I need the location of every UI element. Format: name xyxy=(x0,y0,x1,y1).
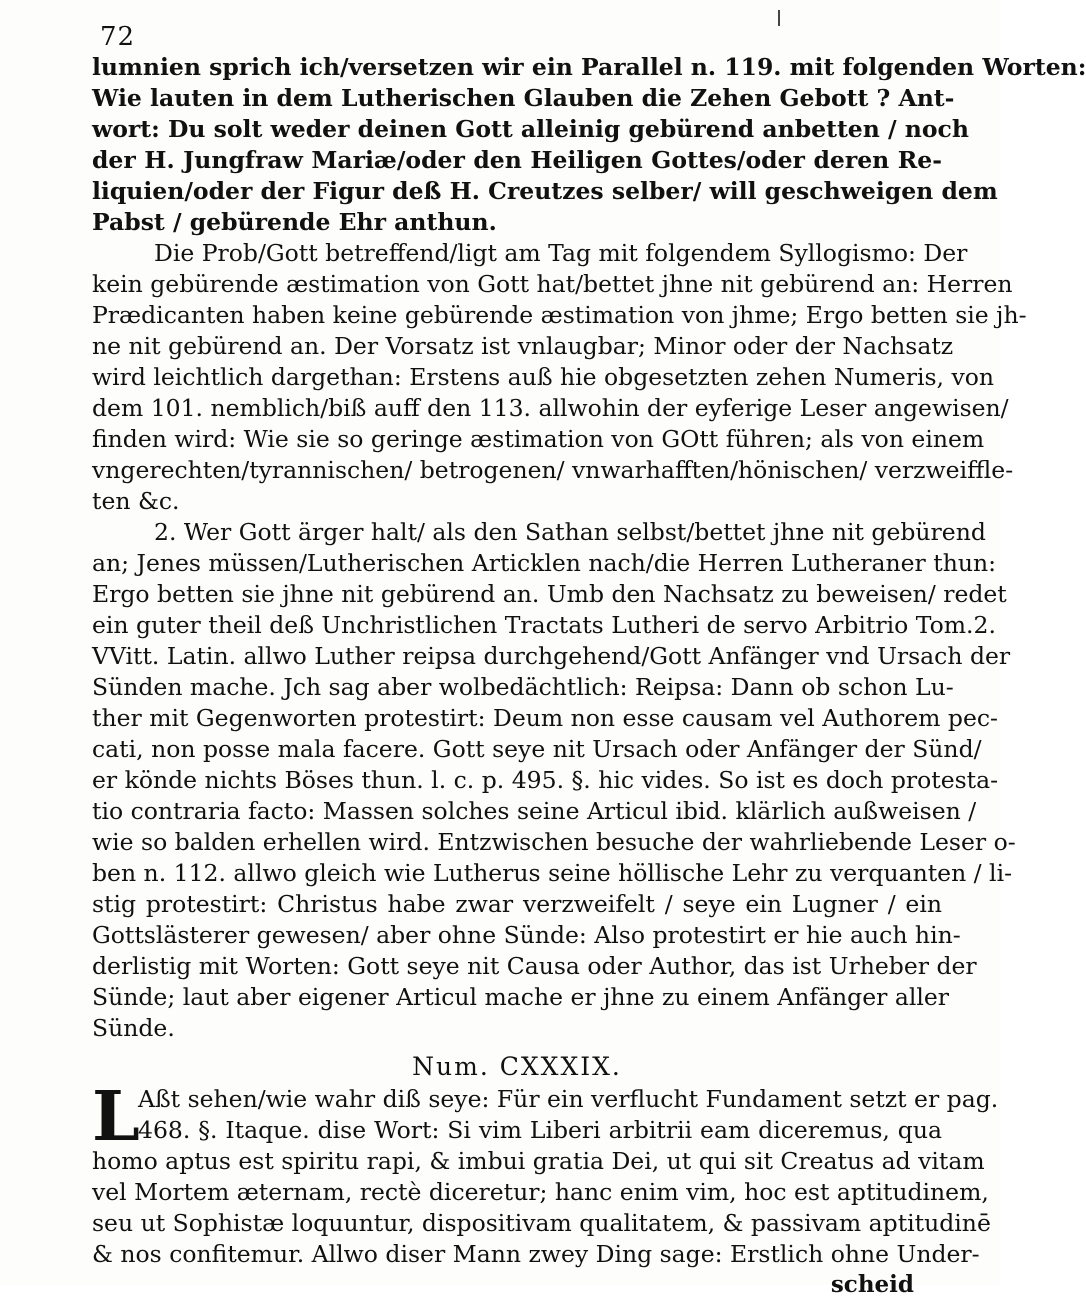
text-line: Prædicanten haben keine gebürende æstimation von jhme; Ergo betten sie jh- xyxy=(92,301,1027,329)
text-line: vel Mortem æternam, rectè diceretur; hanc enim vim, hoc est aptitudinem, xyxy=(92,1178,989,1206)
text-line: Ergo betten sie jhne nit gebürend an. Umb den Nachsatz zu beweisen/ redet xyxy=(92,580,1007,608)
text-line: der H. Jungfraw Mariæ/oder den Heiligen Gottes/oder deren Re- xyxy=(92,146,942,174)
text-line: tio contraria facto: Massen solches seine Articul ibid. klärlich außweisen / xyxy=(92,797,977,825)
text-line: seu ut Sophistæ loquuntur, dispositivam qualitatem, & passivam aptitudinē xyxy=(92,1209,991,1237)
text-line: ein guter theil deß Unchristlichen Tractats Lutheri de servo Arbitrio Tom.2. xyxy=(92,611,996,639)
text-line: derlistig mit Worten: Gott seye nit Causa oder Author, das ist Urheber der xyxy=(92,952,977,980)
text-line: ne nit gebürend an. Der Vorsatz ist vnlaugbar; Minor oder der Nachsatz xyxy=(92,332,954,360)
drop-cap-initial: L xyxy=(92,1077,140,1157)
text-line: ther mit Gegenworten protestirt: Deum non esse causam vel Authorem pec- xyxy=(92,704,998,732)
text-line: finden wird: Wie sie so geringe æstimation von GOtt führen; als von einem xyxy=(92,425,985,453)
text-line: stig protestirt: Christus habe zwar verzweifelt / seye ein Lugner / ein xyxy=(92,890,942,918)
drop-cap-lines xyxy=(92,1084,999,1146)
text-line: Aßt sehen/wie wahr diß seye: Für ein verflucht Fundament setzt er pag. xyxy=(138,1085,999,1113)
catchword: scheid xyxy=(830,1271,914,1298)
syllogism-paragraph xyxy=(92,238,1027,517)
text-line: lumnien sprich ich/versetzen wir ein Parallel n. 119. mit folgenden Worten: xyxy=(92,53,1086,81)
print-mark xyxy=(778,10,780,26)
text-line: Sünde. xyxy=(92,1014,175,1042)
text-line: Wie lauten in dem Lutherischen Glauben die Zehen Gebott ? Ant- xyxy=(92,84,955,112)
text-line: Sünde; laut aber eigener Articul mache er jhne zu einem Anfänger aller xyxy=(92,983,950,1011)
text-line: vngerechten/tyrannischen/ betrogenen/ vnwarhafften/hönischen/ verzweiffle- xyxy=(92,456,1014,484)
text-line: 2. Wer Gott ärger halt/ als den Sathan selbst/bettet jhne nit gebürend xyxy=(154,518,986,546)
opening-paragraph xyxy=(92,52,1086,238)
text-line: VVitt. Latin. allwo Luther reipsa durchgehend/Gott Anfänger vnd Ursach der xyxy=(92,642,1011,670)
section-heading: Num. CXXXIX. xyxy=(412,1052,622,1081)
text-line: kein gebürende æstimation von Gott hat/bettet jhne nit gebürend an: Herren xyxy=(92,270,1013,298)
text-line: an; Jenes müssen/Lutherischen Articklen nach/die Herren Lutheraner thun: xyxy=(92,549,997,577)
text-line: Sünden mache. Jch sag aber wolbedächtlich: Reipsa: Dann ob schon Lu- xyxy=(92,673,954,701)
text-line: ben n. 112. allwo gleich wie Lutherus seine höllische Lehr zu verquanten / li- xyxy=(92,859,1013,887)
text-line: Die Prob/Gott betreffend/ligt am Tag mit folgendem Syllogismo: Der xyxy=(154,239,968,267)
text-line: Pabst / gebürende Ehr anthun. xyxy=(92,208,497,236)
text-line: liquien/oder der Figur deß H. Creutzes selber/ will geschweigen dem xyxy=(92,177,998,205)
body-text xyxy=(92,52,1086,1300)
text-line: wird leichtlich dargethan: Erstens auß hie obgesetzten zehen Numeris, von xyxy=(92,363,995,391)
section-paragraph xyxy=(92,1077,999,1270)
text-line: dem 101. nemblich/biß auff den 113. allwohin der eyferige Leser angewisen/ xyxy=(92,394,1009,422)
text-line: wie so balden erhellen wird. Entzwischen besuche der wahrliebende Leser o- xyxy=(92,828,1016,856)
text-line: Gottslästerer gewesen/ aber ohne Sünde: Also protestirt er hie auch hin- xyxy=(92,921,961,949)
text-line: homo aptus est spiritu rapi, & imbui gratia Dei, ut qui sit Creatus ad vitam xyxy=(92,1147,985,1175)
page-number: 72 xyxy=(100,22,136,52)
text-line: & nos confitemur. Allwo diser Mann zwey Ding sage: Erstlich ohne Under- xyxy=(92,1240,980,1268)
text-line: ten &c. xyxy=(92,487,180,515)
text-line: er könde nichts Böses thun. l. c. p. 495. §. hic vides. So ist es doch protesta- xyxy=(92,766,999,794)
text-line: wort: Du solt weder deinen Gott alleinig gebürend anbetten / noch xyxy=(92,115,969,143)
second-argument-paragraph xyxy=(92,517,1016,1044)
text-line: 468. §. Itaque. dise Wort: Si vim Liberi arbitrii eam diceremus, qua xyxy=(138,1116,942,1144)
section-body-lines xyxy=(92,1146,991,1270)
text-line: cati, non posse mala facere. Gott seye nit Ursach oder Anfänger der Sünd/ xyxy=(92,735,982,763)
